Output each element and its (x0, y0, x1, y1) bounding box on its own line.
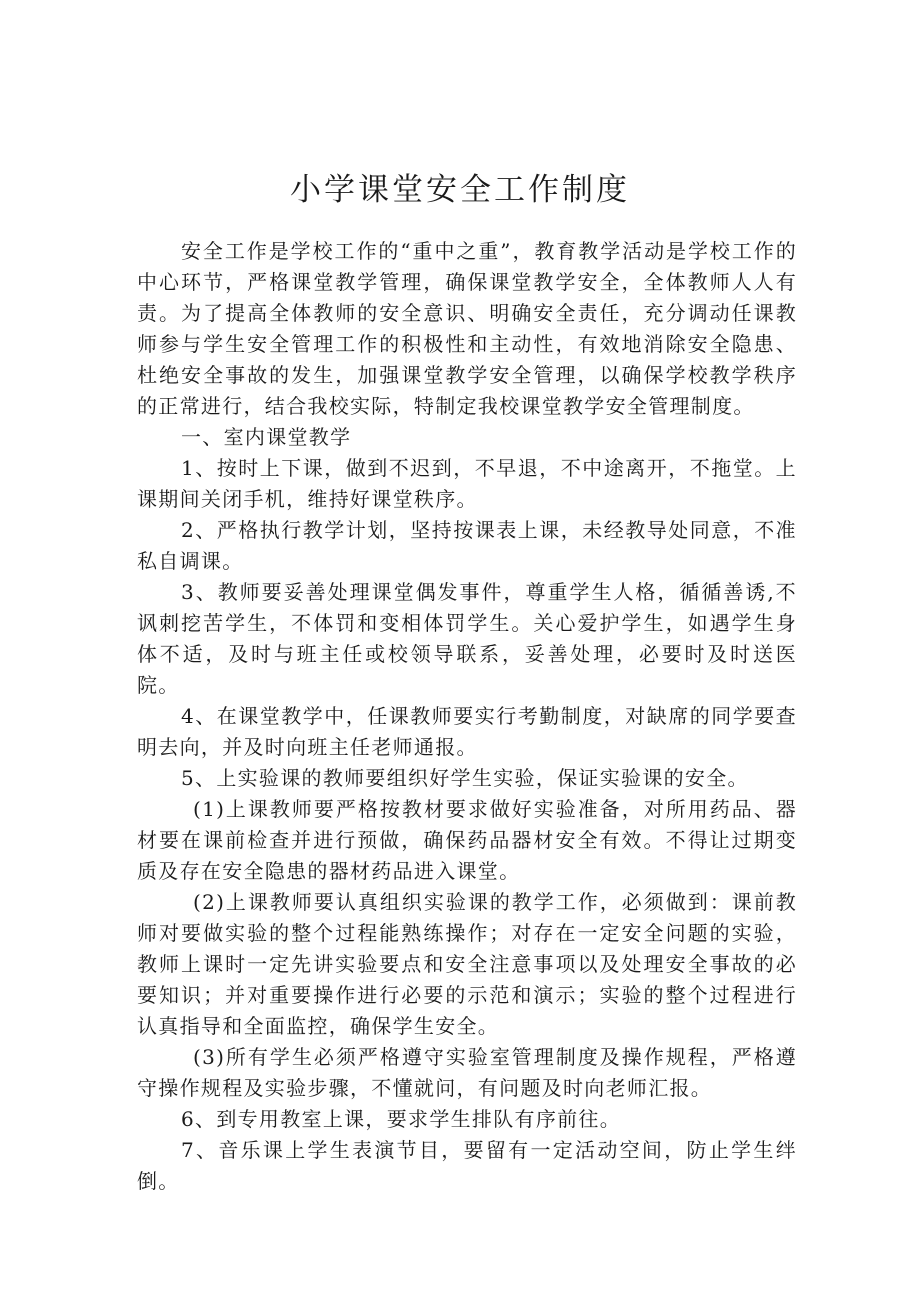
intro-paragraph: 安全工作是学校工作的“重中之重”，教育教学活动是学校工作的中心环节，严格课堂教学管理，确保课堂教学安全，全体教师人人有责。为了提高全体教师的安全意识、明确安全责任，充分调动任课教师参与学生安全管理工作的积极性和主动性，有效地消除安全隐患、杜绝安全事故的发生，加强课堂教学安全管理，以确保学校教学秩序的正常进行，结合我校实际，特制定我校课堂教学安全管理制度。 (137, 239, 797, 418)
sub-rule-item: (1)上课教师要严格按教材要求做好实验准备，对所用药品、器材要在课前检查并进行预做，确保药品器材安全有效。不得让过期变质及存在安全隐患的器材药品进入课堂。 (137, 797, 797, 883)
sub-rule-item: (3)所有学生必须严格遵守实验室管理制度及操作规程，严格遵守操作规程及实验步骤，不懂就问，有问题及时向老师汇报。 (137, 1045, 797, 1100)
rule-item: 5、上实验课的教师要组织好学生实验，保证实验课的安全。 (181, 766, 749, 790)
rule-item: 7、音乐课上学生表演节目，要留有一定活动空间，防止学生绊倒。 (137, 1138, 797, 1193)
rule-item: 3、教师要妥善处理课堂偶发事件，尊重学生人格，循循善诱,不讽刺挖苦学生，不体罚和变相体罚学生。关心爱护学生，如遇学生身体不适，及时与班主任或校领导联系，妥善处理，必要时及时送医院。 (137, 580, 797, 697)
document-title: 小学课堂安全工作制度 (290, 172, 630, 208)
sub-rule-item: (2)上课教师要认真组织实验课的教学工作，必须做到：课前教师对要做实验的整个过程能熟练操作；对存在一定安全问题的实验，教师上课时一定先讲实验要点和安全注意事项以及处理安全事故的必要知识；并对重要操作进行必要的示范和演示；实验的整个过程进行认真指导和全面监控，确保学生安全。 (137, 890, 797, 1038)
rule-item: 1、按时上下课，做到不迟到，不早退，不中途离开，不拖堂。上课期间关闭手机，维持好课堂秩序。 (137, 456, 797, 511)
rule-item: 2、严格执行教学计划，坚持按课表上课，未经教导处同意，不准私自调课。 (137, 518, 797, 573)
rule-item: 4、在课堂教学中，任课教师要实行考勤制度，对缺席的同学要查明去向，并及时向班主任老师通报。 (137, 704, 797, 759)
section-heading: 一、室内课堂教学 (181, 425, 352, 449)
rule-item: 6、到专用教室上课，要求学生排队有序前往。 (181, 1107, 622, 1131)
document-body (137, 236, 797, 1197)
